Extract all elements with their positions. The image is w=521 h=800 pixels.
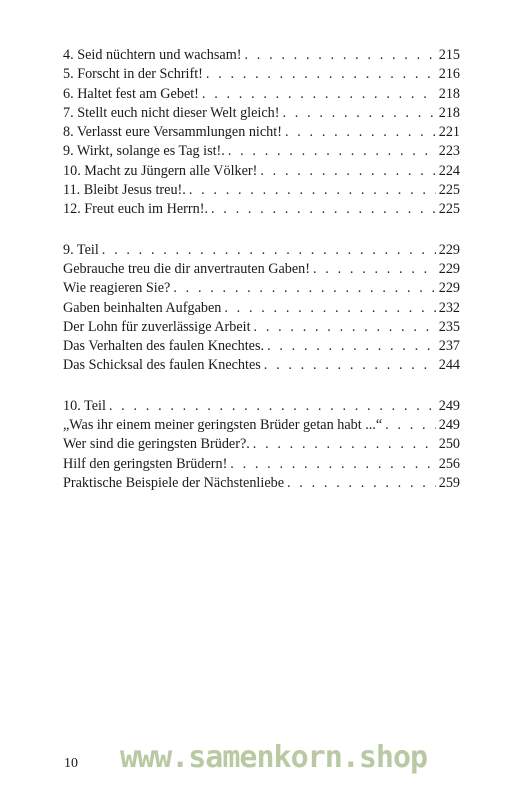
toc-entry (63, 397, 460, 416)
dot-leader (313, 260, 436, 279)
toc-entry (63, 260, 460, 279)
table-of-contents (63, 46, 460, 493)
toc-entry (63, 279, 460, 298)
toc-entry (63, 104, 460, 123)
toc-section (63, 46, 460, 220)
toc-entry (63, 162, 460, 181)
dot-leader (282, 104, 435, 123)
toc-entry-page: 249 (438, 397, 460, 414)
toc-entry-page: 224 (438, 162, 460, 179)
toc-entry-page: 215 (438, 47, 460, 63)
toc-entry-page: 225 (438, 201, 460, 218)
toc-entry-page: 229 (438, 280, 460, 297)
toc-entry-title: 6. Haltet fest am Gebet! (63, 85, 199, 102)
toc-entry-title: 10. Macht zu Jüngern alle Völker! (63, 162, 258, 179)
toc-entry-title: 10. Teil (63, 397, 106, 414)
toc-entry-page: 237 (438, 338, 460, 355)
toc-entry-title: 9. Teil (63, 241, 99, 258)
toc-entry-page: 218 (438, 85, 460, 102)
toc-entry (63, 65, 460, 84)
toc-entry (63, 142, 460, 161)
toc-entry (63, 435, 460, 454)
toc-entry-title: Hilf den geringsten Brüdern! (63, 455, 228, 472)
toc-entry-title: 4. Seid nüchtern und wachsam! (63, 47, 242, 63)
dot-leader (264, 356, 436, 375)
toc-entry-page: 223 (438, 143, 460, 160)
toc-entry (63, 85, 460, 104)
toc-entry (63, 181, 460, 200)
toc-entry-title: Das Schicksal des faulen Knechtes (63, 357, 261, 374)
toc-entry-page: 216 (438, 66, 460, 83)
toc-entry-title: 5. Forscht in der Schrift! (63, 66, 203, 83)
dot-leader (211, 200, 436, 219)
dot-leader (202, 85, 436, 104)
toc-entry-title: Das Verhalten des faulen Knechtes. (63, 338, 265, 355)
dot-leader (109, 397, 436, 416)
toc-entry-title: Gebrauche treu die dir anvertrauten Gaben! (63, 260, 310, 277)
toc-entry-page: 218 (438, 104, 460, 121)
toc-entry (63, 416, 460, 435)
toc-entry-title: 7. Stellt euch nicht dieser Welt gleich! (63, 104, 280, 121)
toc-entry-page: 229 (438, 241, 460, 258)
toc-entry (63, 474, 460, 493)
toc-entry-page: 221 (438, 124, 460, 141)
toc-entry-title: 8. Verlasst eure Versammlungen nicht! (63, 124, 282, 141)
dot-leader (244, 46, 435, 65)
toc-entry-title: 11. Bleibt Jesus treu!. (63, 182, 186, 199)
toc-entry-title: 12. Freut euch im Herrn!. (63, 201, 208, 218)
dot-leader (102, 241, 436, 260)
toc-entry (63, 337, 460, 356)
dot-leader (189, 181, 436, 200)
toc-entry-title: Wie reagieren Sie? (63, 280, 171, 297)
toc-entry-page: 256 (438, 455, 460, 472)
dot-leader (285, 123, 436, 142)
toc-entry-page: 235 (438, 318, 460, 335)
toc-entry-page: 232 (438, 299, 460, 316)
toc-entry-page: 229 (438, 260, 460, 277)
toc-entry (63, 200, 460, 219)
toc-entry (63, 123, 460, 142)
dot-leader (228, 142, 436, 161)
dot-leader (385, 416, 436, 435)
toc-entry-page: 249 (438, 417, 460, 434)
dot-leader (230, 455, 435, 474)
dot-leader (260, 162, 435, 181)
toc-entry (63, 299, 460, 318)
toc-entry (63, 241, 460, 260)
toc-entry-title: Wer sind die geringsten Brüder?. (63, 436, 250, 453)
dot-leader (173, 279, 435, 298)
dot-leader (206, 65, 436, 84)
page-number: 10 (64, 756, 78, 771)
toc-entry-page: 244 (438, 357, 460, 374)
dot-leader (267, 337, 436, 356)
toc-entry-title: Der Lohn für zuverlässige Arbeit (63, 318, 251, 335)
toc-entry (63, 46, 460, 65)
toc-entry-title: „Was ihr einem meiner geringsten Brüder getan habt ...“ (63, 417, 383, 434)
toc-entry-title: Gaben beinhalten Aufgaben (63, 299, 222, 316)
toc-entry-page: 250 (438, 436, 460, 453)
watermark-url[interactable]: www.samenkorn.shop (120, 740, 428, 775)
toc-entry (63, 318, 460, 337)
toc-section (63, 397, 460, 493)
dot-leader (287, 474, 436, 493)
toc-entry (63, 455, 460, 474)
toc-entry (63, 356, 460, 375)
dot-leader (224, 299, 435, 318)
dot-leader (253, 435, 436, 454)
dot-leader (254, 318, 436, 337)
toc-entry-page: 225 (438, 182, 460, 199)
toc-section (63, 241, 460, 376)
toc-entry-title: 9. Wirkt, solange es Tag ist!. (63, 143, 225, 160)
toc-entry-title: Praktische Beispiele der Nächstenliebe (63, 474, 285, 491)
toc-entry-page: 259 (438, 474, 460, 491)
